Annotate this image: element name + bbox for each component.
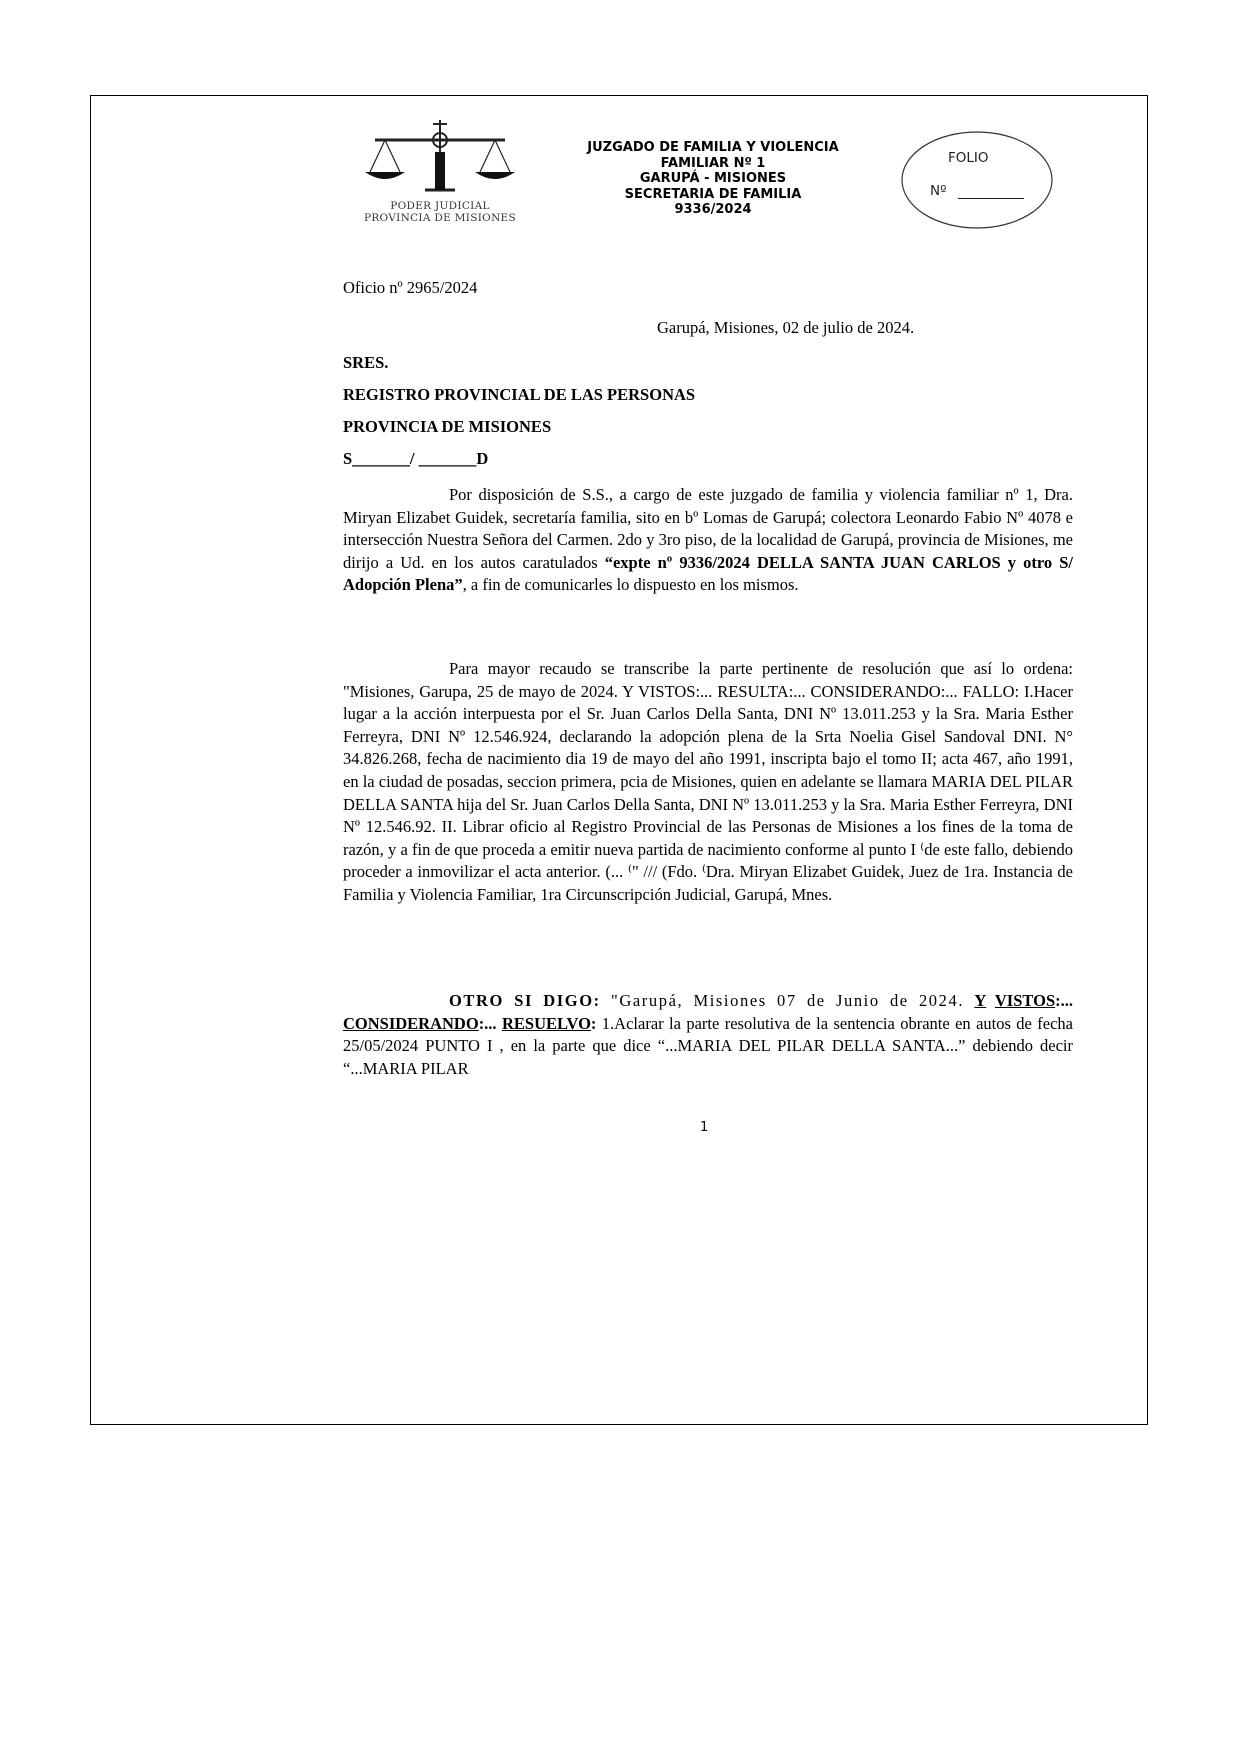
otro-si-digo: OTRO SI DIGO: (449, 991, 601, 1010)
resuelvo-label: RESUELVO (501, 1013, 591, 1033)
paragraph-1-end: , a fin de comunicarles lo dispuesto en los mismos. (462, 575, 799, 595)
otro-si-digo-quote: "Garupá, Misiones 07 de Junio de 2024. (600, 991, 975, 1010)
considerando-dots: :... (478, 1013, 502, 1033)
court-line-5: 9336/2024 (674, 202, 752, 217)
resuelvo-colon: : (590, 1013, 597, 1033)
addressee-sd: S_______/ _______D (343, 449, 489, 468)
considerando-label: CONSIDERANDO (343, 1013, 479, 1033)
folio-number-line (958, 198, 1024, 199)
vistos-dots: :... (1055, 991, 1073, 1010)
paragraph-2-text: Para mayor recaudo se transcribe la parte pertinente de resolución que así lo ordena: "Misiones, Garupa, 25 de mayo de 2024. Y VISTOS:... RESULTA:... CONSIDERANDO:... FALLO: I.Hacer lugar a la acción interpuesta por el Sr. Juan Carlos Della Santa, DNI Nº 13.011.253 y la Sra. Maria Esther Ferreyra, DNI Nº 12.546.924, declarando la adopción plena de la Srta Noelia Gisel Sandoval DNI. N° 34.826.268, fecha de nacimiento dia 19 de mayo del año 1991, inscripta bajo el tomo II; acta 467, año 1991, en la ciudad de posadas, seccion primera, pcia de Misiones, quien en adelante se llamara MARIA DEL PILAR DELLA SANTA hija del Sr. Juan Carlos Della Santa, DNI Nº 13.011.253 y la Sra. Maria Esther Ferreyra, DNI Nº 12.546.92. II. Librar oficio al Registro Provincial de las Personas de Misiones a los fines de la toma de razón, y a fin de que proceda a emitir nueva partida de nacimiento conforme al punto I ⁽de este fallo, debiendo proceder a inmovilizar el acta anterior. (... ⁽" /// (Fdo. ⁽Dra. Miryan Elizabet Guidek, Juez de 1ra. Instancia de Familia y Violencia Familiar, 1ra Circunscripción Judicial, Garupá, Mnes. (343, 659, 1073, 904)
logo-caption (355, 200, 525, 224)
y-label: Y (974, 991, 987, 1010)
court-line-3: GARUPÁ - MISIONES (639, 171, 787, 186)
court-line-1: JUZGADO DE FAMILIA Y VIOLENCIA (587, 140, 839, 155)
addressee-registry: REGISTRO PROVINCIAL DE LAS PERSONAS (343, 385, 696, 404)
folio-number-label: Nº (930, 183, 947, 199)
folio-label: FOLIO (948, 150, 989, 166)
court-line-4: SECRETARIA DE FAMILIA (624, 186, 802, 202)
folio-stamp (900, 130, 1055, 230)
page-number: 1 (700, 1120, 709, 1135)
paragraph-3-text: 1.Aclarar la parte resolutiva de la sentencia obrante en autos de fecha 25/05/2024 PUNTO I , en la parte que dice “...MARIA DEL PILAR DELLA SANTA...” debiendo decir “...MARIA PILAR (343, 1013, 1073, 1078)
paragraph-3 (343, 990, 1073, 1080)
court-header (548, 140, 878, 218)
vistos-label: VISTOS (994, 991, 1056, 1010)
paragraph-1-text: Por disposición de S.S., a cargo de este juzgado de familia y violencia familiar nº 1, Dra. Miryan Elizabet Guidek, secretaría familia, sito en bº Lomas de Garupá; colectora Leonardo Fabio Nº 4078 e intersección Nuestra Señora del Carmen. 2do y 3ro piso, de la localidad de Garupá, provincia de Misiones, me dirijo a Ud. en los autos caratulados (343, 485, 1073, 572)
paragraph-2 (343, 658, 1073, 907)
paragraph-1 (343, 484, 1073, 597)
logo-line-1: PODER JUDICIAL (390, 200, 490, 212)
addressee-province: PROVINCIA DE MISIONES (343, 417, 552, 436)
letter-date: Garupá, Misiones, 02 de julio de 2024. (657, 318, 915, 337)
court-line-2: FAMILIAR Nº 1 (660, 155, 766, 171)
oficio-number: Oficio nº 2965/2024 (343, 278, 478, 297)
logo-line-2: PROVINCIA DE MISIONES (363, 212, 517, 224)
addressee-sres: SRES. (343, 353, 389, 372)
case-title: “expte nº 9336/2024 DELLA SANTA JUAN CARLOS y otro S/ Adopción Plena” (343, 552, 1073, 595)
